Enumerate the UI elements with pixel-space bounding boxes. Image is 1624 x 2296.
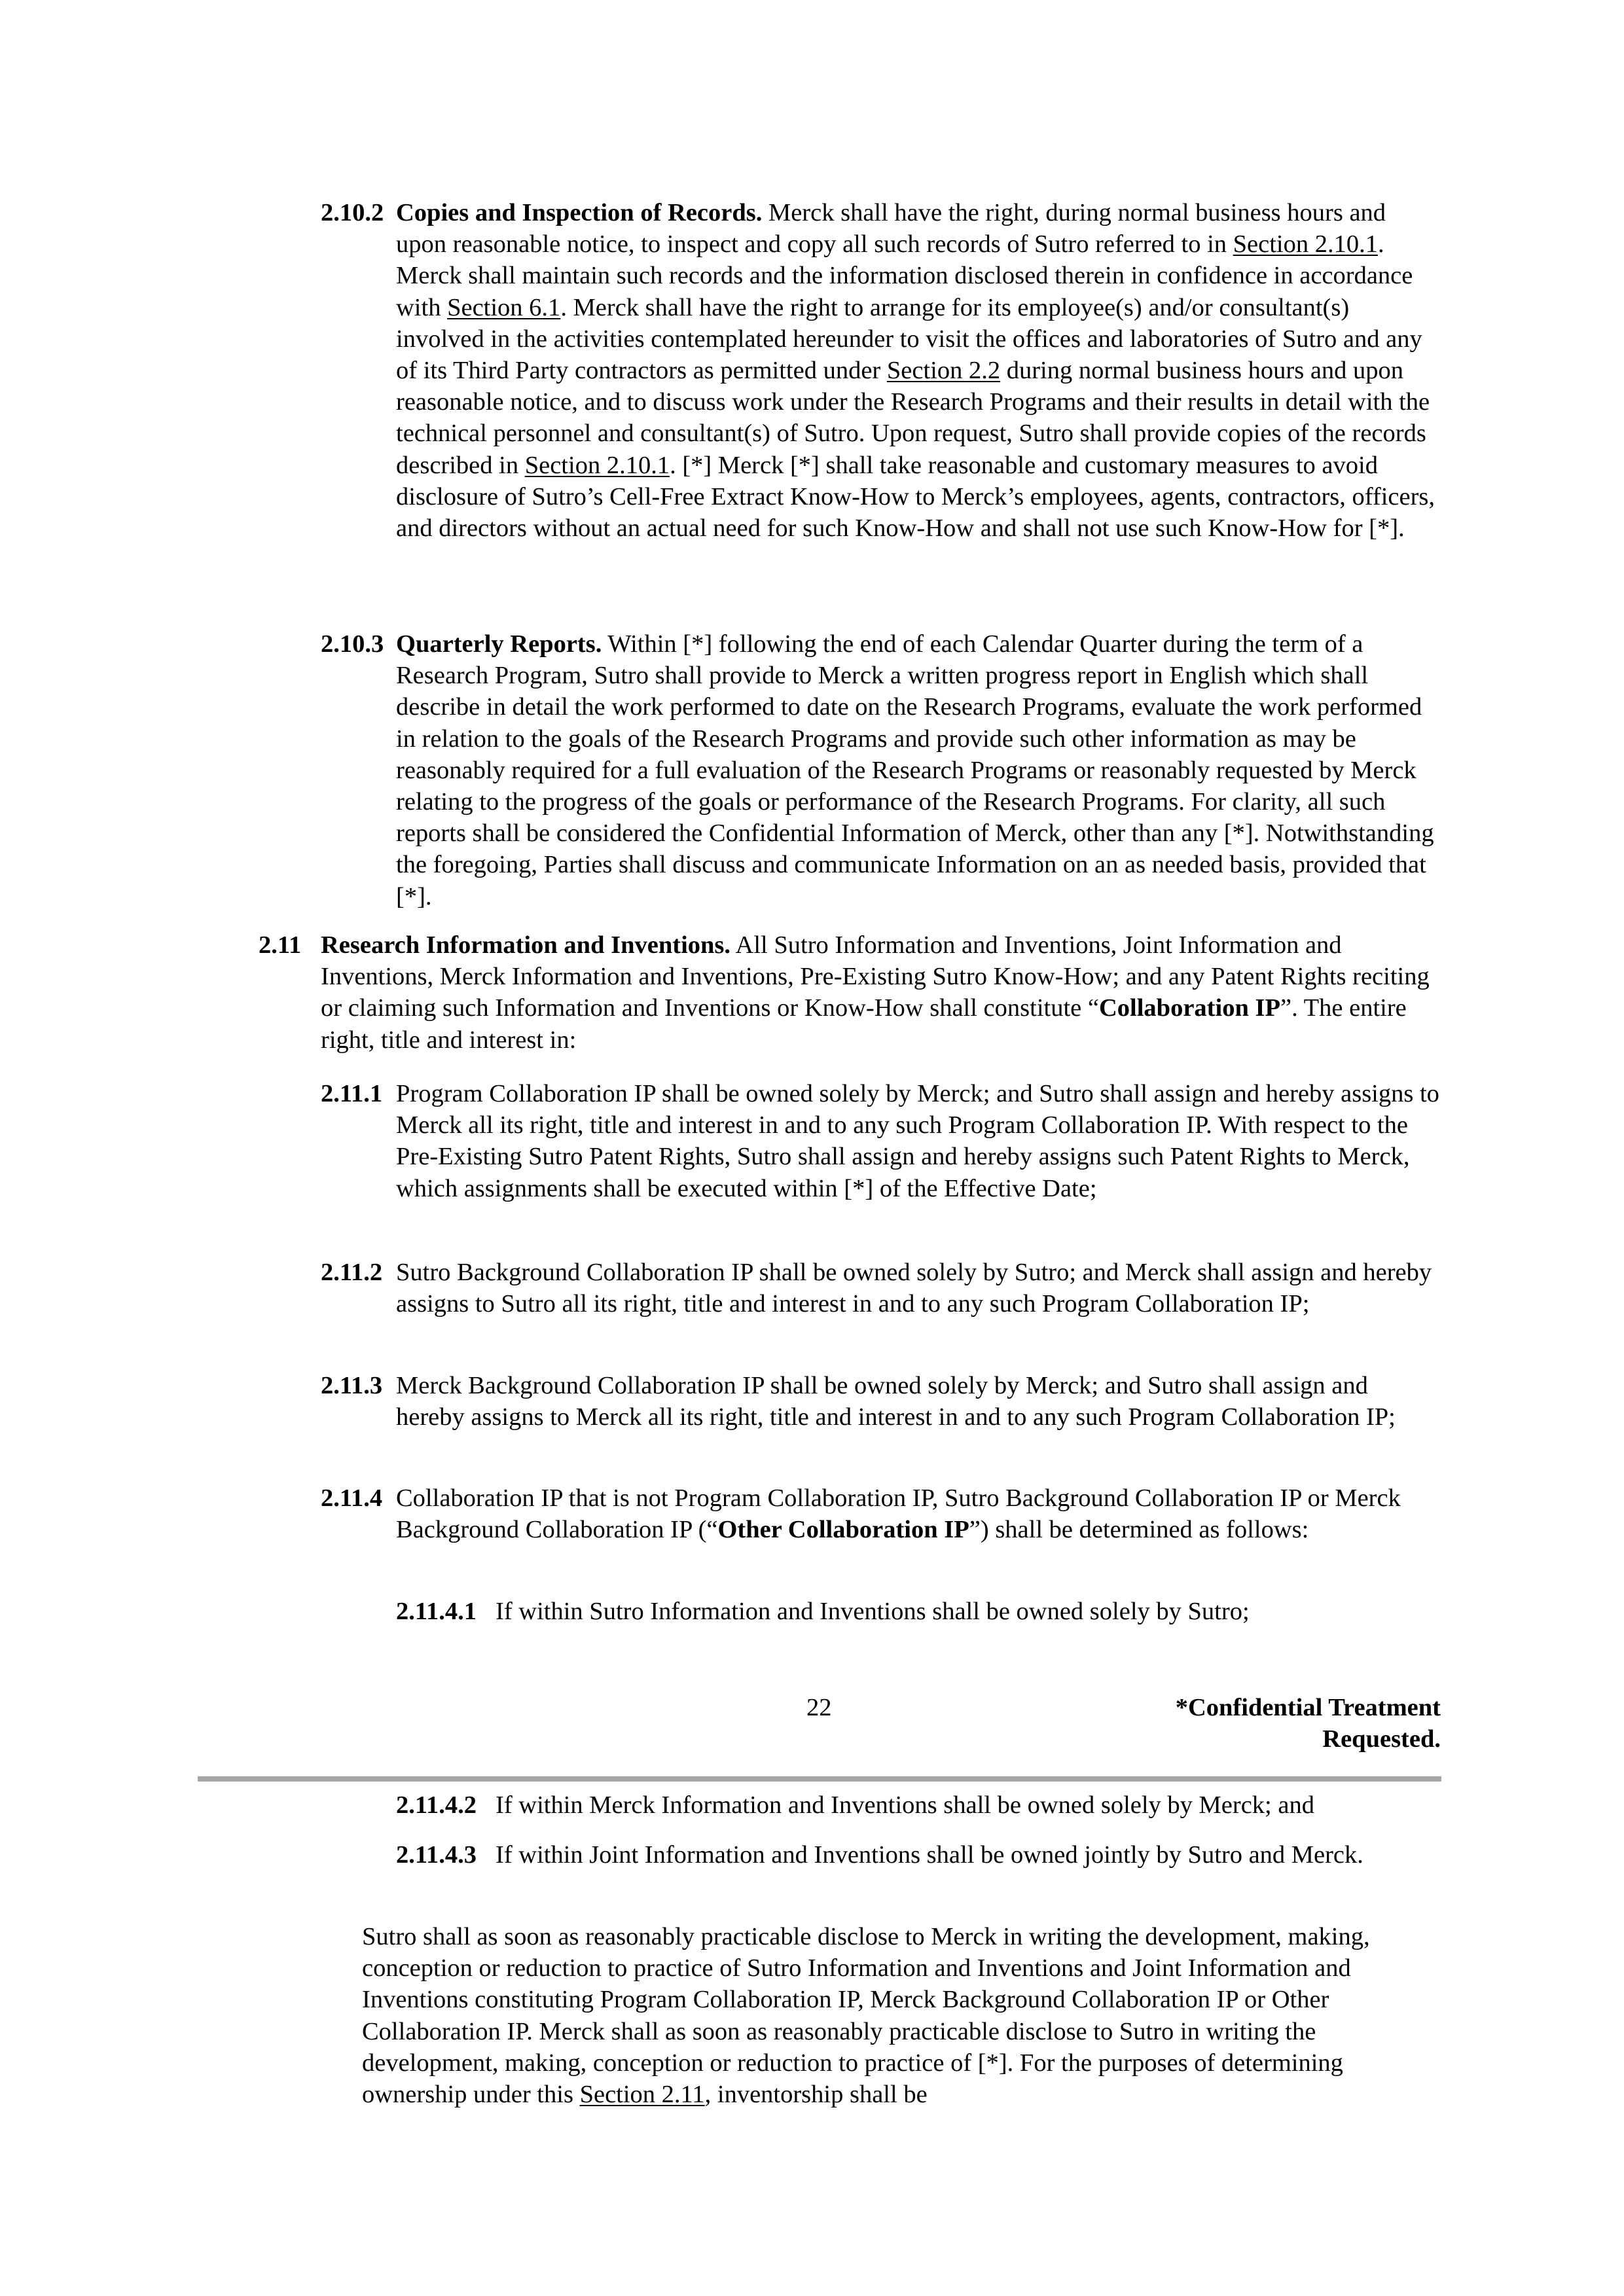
section-text: If within Merck Information and Inventions shall be owned solely by Merck; and <box>496 1791 1314 1819</box>
section-number: 2.10.3 <box>321 630 384 658</box>
confidential-notice <box>1176 1692 1441 1755</box>
text-run: . Merck shall have the right to arrange for its employee(s) and/or consultant(s) involved in the activities contemplated hereunder to visit the offices and laboratories of Sutro and any of its Third Party contractors as permitted under <box>396 293 1422 385</box>
section-text: Program Collaboration IP shall be owned solely by Merck; and Sutro shall assign and hereby assigns to Merck all its right, title and interest in and to any such Program Collaboration IP. With respect to the Pre-Existing Sutro Patent Rights, Sutro shall assign and hereby assigns such Patent Rights to Merck, which assignments shall be executed within [*] of the Effective Date; <box>396 1080 1439 1202</box>
section-number: 2.11 <box>259 931 302 959</box>
section-heading: Quarterly Reports. <box>396 630 602 658</box>
section-reference[interactable]: Section 2.2 <box>886 357 1001 385</box>
section-text: If within Sutro Information and Inventions shall be owned solely by Sutro; <box>496 1598 1250 1625</box>
section-number: 2.10.2 <box>321 199 384 226</box>
section-number: 2.11.4.1 <box>396 1598 477 1625</box>
section-number: 2.11.1 <box>321 1080 383 1107</box>
section-reference[interactable]: Section 2.11 <box>579 2081 705 2109</box>
text-run: Sutro shall as soon as reasonably practicable disclose to Merck in writing the development, making, conception or reduction to practice of Sutro Information and Inventions and Joint Information and Inventions constituting Program Collaboration IP, Merck Background Collaboration IP or Other Collaboration IP. Merck shall as soon as reasonably practicable disclose to Sutro in writing the development, making, conception or reduction to practice of [*]. For the purposes of determining ownership under this <box>362 1923 1370 2109</box>
section-number: 2.11.4 <box>321 1484 383 1512</box>
text-run: , inventorship shall be <box>704 2081 928 2109</box>
text-run: All Sutro Information and Inventions, Joint Information and Inventions, Merck Information and Inventions, Pre-Existing Sutro Know-How; and any Patent Rights reciting or claiming such Information and Inventions or Know-How shall constitute “ <box>321 931 1430 1022</box>
section-number: 2.11.2 <box>321 1259 383 1286</box>
section-text: Merck Background Collaboration IP shall be owned solely by Merck; and Sutro shall assign and hereby assigns to Merck all its right, title and interest in and to any such Program Collaboration IP; <box>396 1372 1396 1431</box>
text-run: Merck shall have the right, during normal business hours and upon reasonable notice, to inspect and copy all such records of Sutro referred to in <box>396 199 1386 259</box>
defined-term: Other Collaboration IP <box>717 1516 969 1544</box>
page-divider <box>198 1776 1441 1782</box>
text-run: . Merck shall maintain such records and the information disclosed therein in confidence in accordance with <box>396 230 1413 321</box>
confidential-line: Requested. <box>1322 1725 1441 1753</box>
section-heading: Copies and Inspection of Records. <box>396 199 763 226</box>
section-text: If within Joint Information and Inventions shall be owned jointly by Sutro and Merck. <box>496 1841 1363 1869</box>
text-run: during normal business hours and upon reasonable notice, and to discuss work under the Research Programs and their results in detail with the technical personnel and consultant(s) of Sutro. Upon request, Sutro shall provide copies of the records described in <box>396 357 1430 479</box>
section-number: 2.11.4.2 <box>396 1791 477 1819</box>
section-reference[interactable]: Section 2.10.1 <box>524 451 670 479</box>
section-text: Sutro Background Collaboration IP shall be owned solely by Sutro; and Merck shall assign and hereby assigns to Sutro all its right, title and interest in and to any such Program Collaboration IP; <box>396 1259 1432 1318</box>
text-run: ”) shall be determined as follows: <box>969 1516 1309 1544</box>
section-reference[interactable]: Section 2.10.1 <box>1233 230 1378 259</box>
text-run: Collaboration IP that is not Program Collaboration IP, Sutro Background Collaboration IP or Merck Background Collaboration IP (“ <box>396 1484 1401 1544</box>
section-text <box>396 628 1440 912</box>
section-reference[interactable]: Section 6.1 <box>447 293 561 321</box>
section-number: 2.11.4.3 <box>396 1841 477 1869</box>
text-run: ”. The entire right, title and interest in: <box>321 994 1407 1054</box>
section-text <box>321 929 1443 1056</box>
section-text <box>396 1482 1440 1545</box>
section-text <box>396 197 1440 544</box>
paragraph-text <box>362 1921 1435 2110</box>
text-run: Within [*] following the end of each Calendar Quarter during the term of a Research Program, Sutro shall provide to Merck a written progress report in English which shall describe in detail the work performed to date on the Research Programs, evaluate the work performed in relation to the goals of the Research Programs and provide such other information as may be reasonably required for a full evaluation of the Research Programs or reasonably requested by Merck relating to the progress of the goals or performance of the Research Programs. For clarity, all such reports shall be considered the Confidential Information of Merck, other than any [*]. Notwithstanding the foregoing, Parties shall discuss and communicate Information on an as needed basis, provided that [*]. <box>396 630 1434 910</box>
confidential-line: *Confidential Treatment <box>1175 1694 1441 1721</box>
page-number: 22 <box>806 1694 832 1721</box>
section-number: 2.11.3 <box>321 1372 383 1399</box>
section-heading: Research Information and Inventions. <box>321 931 731 959</box>
text-run: . [*] Merck [*] shall take reasonable and customary measures to avoid disclosure of Sutro’s Cell-Free Extract Know-How to Merck’s employees, agents, contractors, officers, and directors without an actual need for such Know-How and shall not use such Know-How for [*]. <box>396 451 1435 543</box>
defined-term: Collaboration IP <box>1098 994 1280 1022</box>
